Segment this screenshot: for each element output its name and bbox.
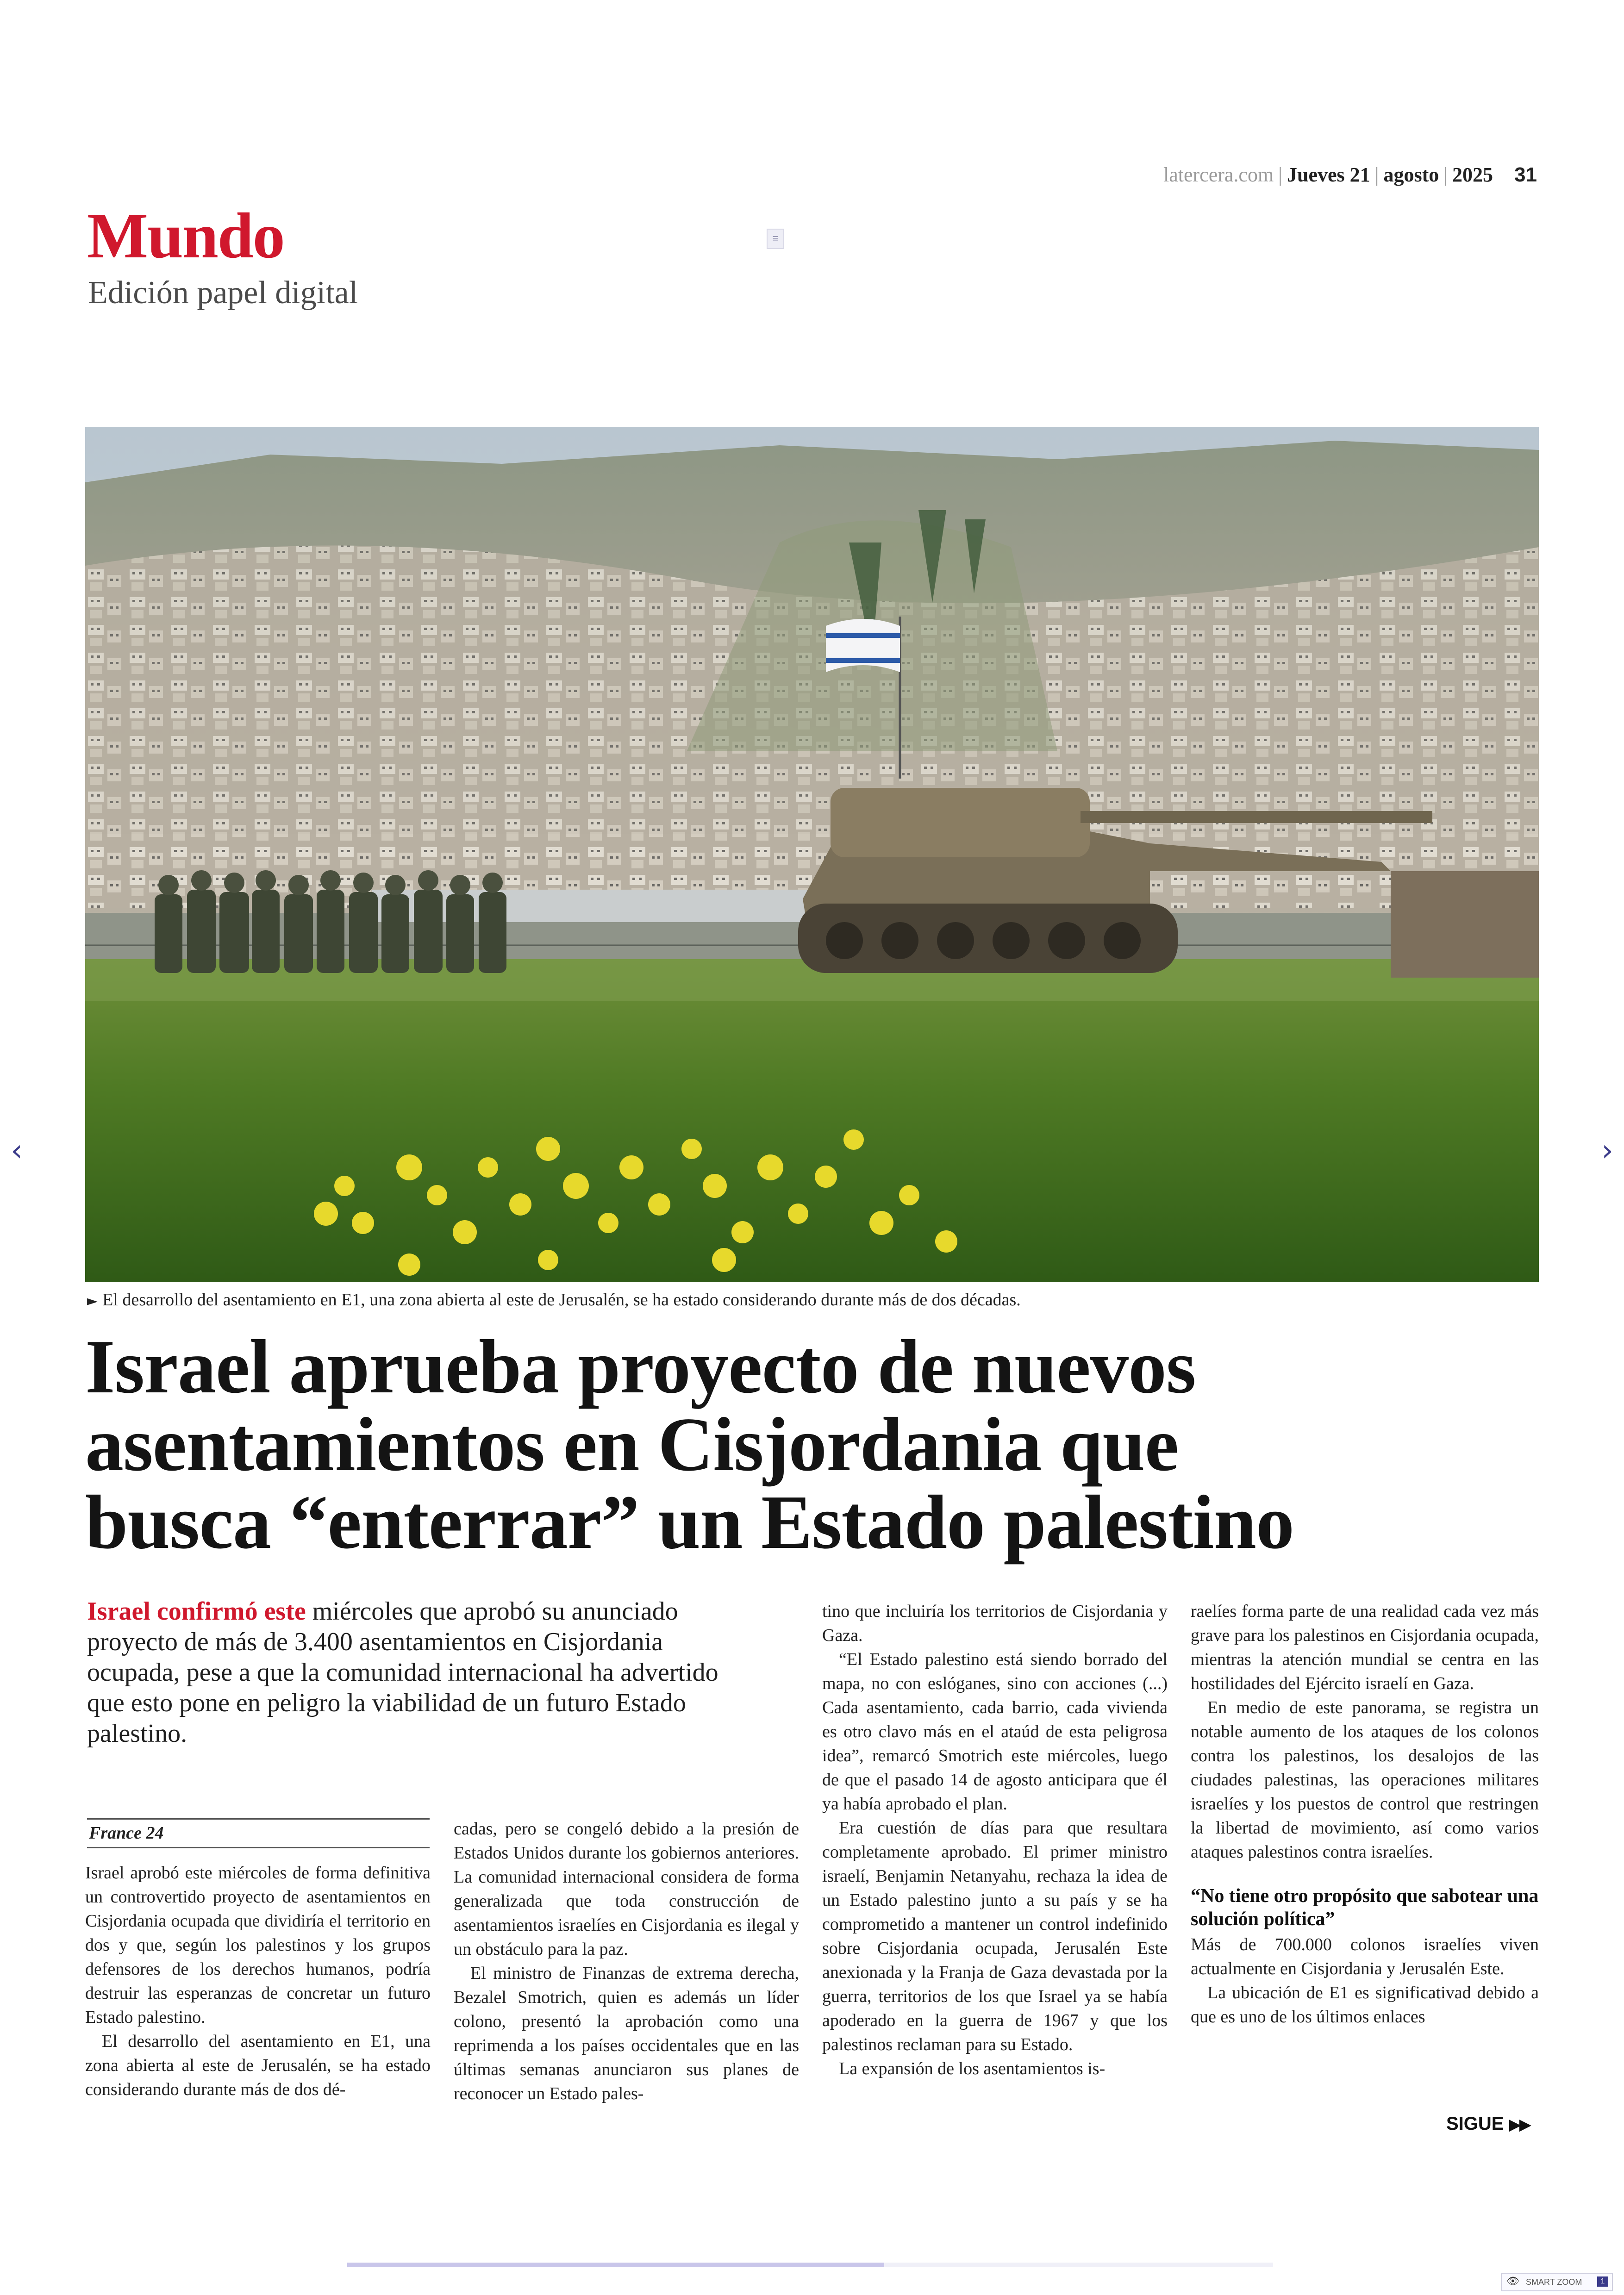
article-subhead: “No tiene otro propósito que sabotear una solución política” — [1191, 1885, 1539, 1930]
page-number: 31 — [1514, 163, 1537, 186]
body-paragraph: El desarrollo del asentamiento en E1, una zona abierta al este de Jerusalén, se ha estado considerando durante más de dos dé- — [85, 2032, 431, 2099]
issue-day: Jueves 21 — [1287, 163, 1370, 186]
body-paragraph: cadas, pero se congeló debido a la presión de Estados Unidos durante los gobiernos anteriores. La comunidad internacional considera de forma generalizada que toda construcción de asentamientos israelíes en Cisjordania es ilegal y un obstáculo para la paz. — [454, 1819, 799, 1959]
body-paragraph: La ubicación de E1 es significativad debido a que es uno de los últimos enlaces — [1191, 1983, 1539, 2027]
body-column-2 — [454, 1817, 799, 2106]
article-lead — [87, 1596, 744, 1749]
body-paragraph: raelíes forma parte de una realidad cada vez más grave para los palestinos en Cisjordania ocupada, mientras la atención mundial se centra en las hostilidades del Ejército israelí en Gaza. — [1191, 1602, 1539, 1693]
headline-line: Israel aprueba proyecto de nuevos — [85, 1324, 1196, 1409]
article-headline — [85, 1324, 1539, 1565]
body-paragraph: El ministro de Finanzas de extrema derecha, Bezalel Smotrich, quien es además un líder colono, presentó la aprobación como una reprimenda a los países occidentales que en las últimas semanas anunciaron sus planes de reconocer un Estado pales- — [454, 1964, 799, 2103]
smart-zoom-label: SMART ZOOM — [1526, 2277, 1582, 2287]
edition-label: Edición papel digital — [88, 275, 358, 311]
body-paragraph: Más de 700.000 colonos israelíes viven actualmente en Cisjordania y Jerusalén Este. — [1191, 1935, 1539, 1978]
body-column-3 — [822, 1599, 1168, 2081]
page-indicator: 1 — [1597, 2276, 1608, 2287]
byline-divider — [87, 1818, 430, 1820]
article-byline: France 24 — [89, 1823, 164, 1843]
body-paragraph: En medio de este panorama, se registra un notable aumento de los ataques de los colonos contra los palestinos, los desalojos de las ciudades palestinas, las operaciones militares israelíes y los puestos de control que restringen la libertad de movimiento, así como varios ataques palestinos contra israelíes. — [1191, 1698, 1539, 1862]
continue-label: SIGUE — [1446, 2114, 1504, 2134]
continue-link[interactable] — [1446, 2114, 1530, 2134]
body-paragraph: tino que incluiría los territorios de Cisjordania y Gaza. — [822, 1602, 1168, 1645]
byline-divider — [87, 1847, 430, 1848]
previous-page-button[interactable]: ‹ — [11, 1134, 23, 1168]
photo-caption-text: El desarrollo del asentamiento en E1, una zona abierta al este de Jerusalén, se ha estado considerando durante más de dos décadas. — [102, 1290, 1021, 1310]
page-note-icon[interactable]: ≡ — [767, 229, 784, 249]
caption-arrow-icon: ► — [87, 1293, 98, 1309]
issue-year: 2025 — [1452, 163, 1493, 186]
photo-caption — [87, 1290, 1021, 1310]
body-column-4 — [1191, 1599, 1539, 2029]
next-page-button[interactable]: › — [1601, 1134, 1613, 1168]
lead-text: miércoles que aprobó su anunciado proyecto de más de 3.400 asentamientos en Cisjordania ocupada, pese a que la comunidad internacional ha advertido que esto pone en peligro la viabilidad de un futuro Estado palestino. — [87, 1597, 718, 1748]
headline-line: busca “enterrar” un Estado palestino — [85, 1479, 1294, 1565]
body-paragraph: La expansión de los asentamientos is- — [839, 2059, 1106, 2078]
reading-progress-fill — [347, 2263, 884, 2267]
lead-highlight: Israel confirmó este — [87, 1597, 306, 1626]
body-paragraph: Israel aprobó este miércoles de forma definitiva un controvertido proyecto de asentamientos en Cisjordania ocupada que dividiría el territorio en dos y que, según los palestinos y los grupos defensores de los derechos humanos, podría destruir las esperanzas de concretar un futuro Estado palestino. — [85, 1863, 431, 2027]
article-photo — [85, 427, 1539, 1282]
body-paragraph: Era cuestión de días para que resultara completamente aprobado. El primer ministro israelí, Benjamin Netanyahu, rechaza la idea de un Estado palestino junto a su país y se ha comprometido a mantener un control indefinido sobre Cisjordania ocupada, Jerusalén Este anexionada y la Franja de Gaza devastada por la guerra, territorios de los que Israel ya se había apoderado en la guerra de 1967 y que los palestinos reclaman para su Estado. — [822, 1818, 1168, 2054]
reading-progress-bar[interactable] — [347, 2263, 1273, 2267]
headline-line: asentamientos en Cisjordania que — [85, 1402, 1179, 1487]
site-name: latercera.com — [1163, 163, 1274, 186]
smart-zoom-control[interactable] — [1501, 2273, 1613, 2291]
continue-arrows-icon: ▶▶ — [1509, 2115, 1530, 2134]
issue-month: agosto — [1383, 163, 1439, 186]
section-title: Mundo — [87, 200, 284, 272]
body-paragraph: “El Estado palestino está siendo borrado del mapa, no con eslóganes, sino con acciones (...) Cada asentamiento, cada barrio, cada vivienda es otro clavo más en el ataúd de esta peligrosa idea”, remarcó Smotrich este miércoles, luego de que el pasado 14 de agosto anticipara que él ya había aprobado el plan. — [822, 1650, 1168, 1814]
page-folio: latercera.com | Jueves 21 | agosto | 2025 31 — [1163, 163, 1537, 186]
eye-icon: 👁 — [1506, 2276, 1519, 2287]
body-column-1 — [85, 1861, 431, 2102]
